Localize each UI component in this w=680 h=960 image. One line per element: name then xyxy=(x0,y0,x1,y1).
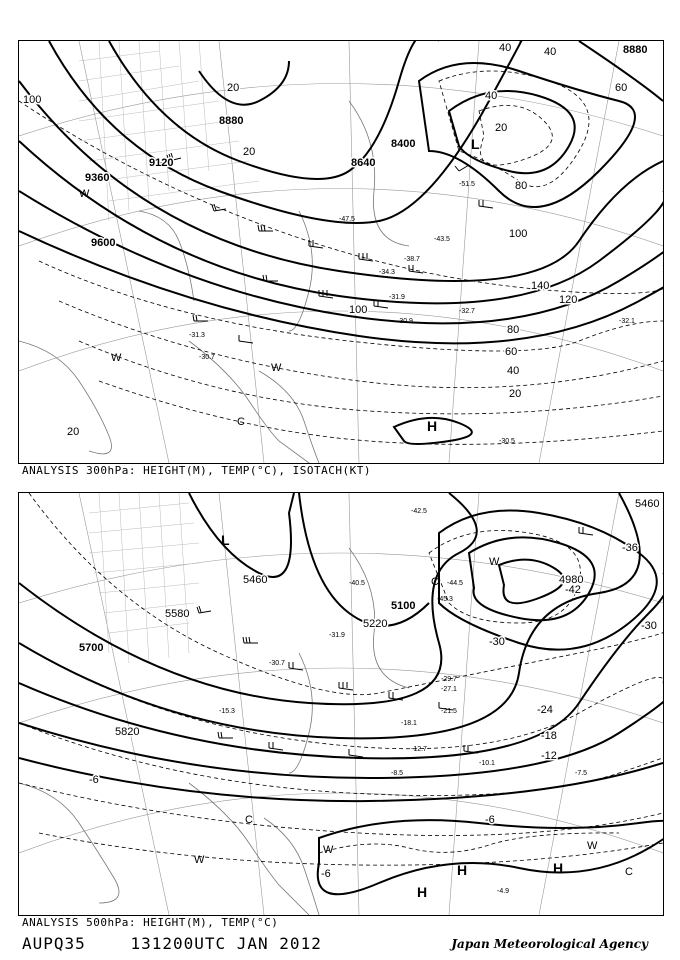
temp-label: -34.3 xyxy=(379,269,395,276)
station-label: -4.9 xyxy=(497,888,510,895)
isotach-label: 100 xyxy=(349,304,368,316)
graticule xyxy=(19,41,663,463)
isotach-label: 140 xyxy=(531,280,550,292)
isotherm-label: -42 xyxy=(565,584,581,596)
warm-marker: W xyxy=(194,854,205,866)
isotach-label: 40 xyxy=(544,46,557,58)
station-labels xyxy=(219,508,587,895)
height-label: 8400 xyxy=(391,138,416,150)
height-label: 8880 xyxy=(623,44,648,56)
station-label: -31.9 xyxy=(329,632,345,639)
height-label: 5580 xyxy=(165,608,190,620)
isotach-label: 100 xyxy=(509,228,528,240)
isotach-label: 80 xyxy=(507,324,520,336)
warm-marker: W xyxy=(111,352,122,364)
caption-300hpa: ANALYSIS 300hPa: HEIGHT(M), TEMP(°C), ISOTACH(KT) xyxy=(22,464,372,477)
isotherm-label: -6 xyxy=(321,868,331,880)
isotach-label: 20 xyxy=(495,122,508,134)
height-label: 9360 xyxy=(85,172,110,184)
temp-label: -32.7 xyxy=(459,308,475,315)
warm-marker: W xyxy=(489,556,500,568)
height-labels xyxy=(79,498,659,738)
isotherm-label: -6 xyxy=(485,814,495,826)
map-panel-500hpa xyxy=(18,492,664,916)
isotach-label: 20 xyxy=(67,426,80,438)
isotherm-label: -12 xyxy=(541,750,557,762)
isotach-label: 40 xyxy=(507,365,520,377)
station-label: -18.1 xyxy=(401,720,417,727)
height-labels xyxy=(85,44,647,249)
isotherm-label: -6 xyxy=(89,774,99,786)
low-marker: L xyxy=(471,136,480,152)
warm-marker: W xyxy=(271,362,282,374)
isotach-label: 40 xyxy=(499,42,512,54)
temp-label: -31.9 xyxy=(389,294,405,301)
isotach-label: 20 xyxy=(243,146,256,158)
isotach-label: 40 xyxy=(485,90,498,102)
warm-marker: W xyxy=(79,188,90,200)
station-label: -45.3 xyxy=(437,596,453,603)
height-label: 5460 xyxy=(243,574,268,586)
height-label: 5700 xyxy=(79,642,104,654)
isotherm-label: -30 xyxy=(641,620,657,632)
cold-marker: C xyxy=(237,416,245,428)
low-marker: L xyxy=(221,532,230,548)
isotherm-label: -36 xyxy=(622,542,638,554)
isotach-label: 20 xyxy=(227,82,240,94)
height-label: 5820 xyxy=(115,726,140,738)
chart-500hpa xyxy=(19,493,663,915)
temp-label: -30.9 xyxy=(397,318,413,325)
temp-label: -43.5 xyxy=(434,236,450,243)
station-label: -27.1 xyxy=(441,686,457,693)
warm-marker: W xyxy=(587,840,598,852)
high-marker: H xyxy=(553,860,564,876)
wind-barbs xyxy=(197,527,593,757)
temperature-labels xyxy=(189,181,635,445)
height-label: 5460 xyxy=(635,498,660,510)
height-label: 5100 xyxy=(391,600,416,612)
isotach-label: 60 xyxy=(615,82,628,94)
valid-time: 131200UTC JAN 2012 xyxy=(130,934,322,953)
station-label: -12.7 xyxy=(411,746,427,753)
temp-label: -30.5 xyxy=(499,438,515,445)
cold-marker: C xyxy=(431,576,439,588)
station-label: -30.7 xyxy=(269,660,285,667)
height-label: 9120 xyxy=(149,157,174,169)
station-label: -8.5 xyxy=(391,770,404,777)
station-label: -40.5 xyxy=(349,580,365,587)
station-label: -15.3 xyxy=(219,708,235,715)
cold-marker: C xyxy=(625,866,633,878)
height-label: 8640 xyxy=(351,157,376,169)
height-label: 9600 xyxy=(91,237,116,249)
cold-marker: C xyxy=(245,814,253,826)
high-marker: H xyxy=(427,418,438,434)
isotach-label: 60 xyxy=(505,346,518,358)
warm-marker: W xyxy=(323,844,334,856)
footer-product-line xyxy=(22,934,322,953)
isotach-label: 120 xyxy=(559,294,578,306)
temp-label: -51.5 xyxy=(459,181,475,188)
station-label: -21.5 xyxy=(441,708,457,715)
station-label: -42.5 xyxy=(411,508,427,515)
isotach-label: 20 xyxy=(509,388,522,400)
station-label: -7.5 xyxy=(575,770,588,777)
station-label: -10.1 xyxy=(479,760,495,767)
map-panel-300hpa xyxy=(18,40,664,464)
product-code: AUPQ35 xyxy=(22,934,86,953)
height-label: 4980 xyxy=(559,574,584,586)
coastlines xyxy=(19,548,409,915)
temp-label: -31.3 xyxy=(189,332,205,339)
isotherm-label: -18 xyxy=(541,730,557,742)
isotherm-label: -30 xyxy=(489,636,505,648)
station-label: -44.5 xyxy=(447,580,463,587)
isotherms xyxy=(19,493,663,865)
temp-label: -38.7 xyxy=(404,256,420,263)
height-label: 5220 xyxy=(363,618,388,630)
isotherm-label: -24 xyxy=(537,704,553,716)
jet-core-hatch xyxy=(79,41,259,221)
coastlines xyxy=(19,101,409,463)
station-label: -29.7 xyxy=(441,676,457,683)
height-label: 8880 xyxy=(219,115,244,127)
temp-label: -30.7 xyxy=(199,354,215,361)
temp-label: -47.5 xyxy=(339,216,355,223)
high-marker: H xyxy=(417,884,428,900)
chart-300hpa xyxy=(19,41,663,463)
high-marker: H xyxy=(457,862,468,878)
agency-name: Japan Meteorological Agency xyxy=(451,937,648,951)
temp-label: -32.1 xyxy=(619,318,635,325)
isotach-label: 100 xyxy=(23,94,42,106)
isotach-label: 80 xyxy=(515,180,528,192)
caption-500hpa: ANALYSIS 500hPa: HEIGHT(M), TEMP(°C) xyxy=(22,916,279,929)
